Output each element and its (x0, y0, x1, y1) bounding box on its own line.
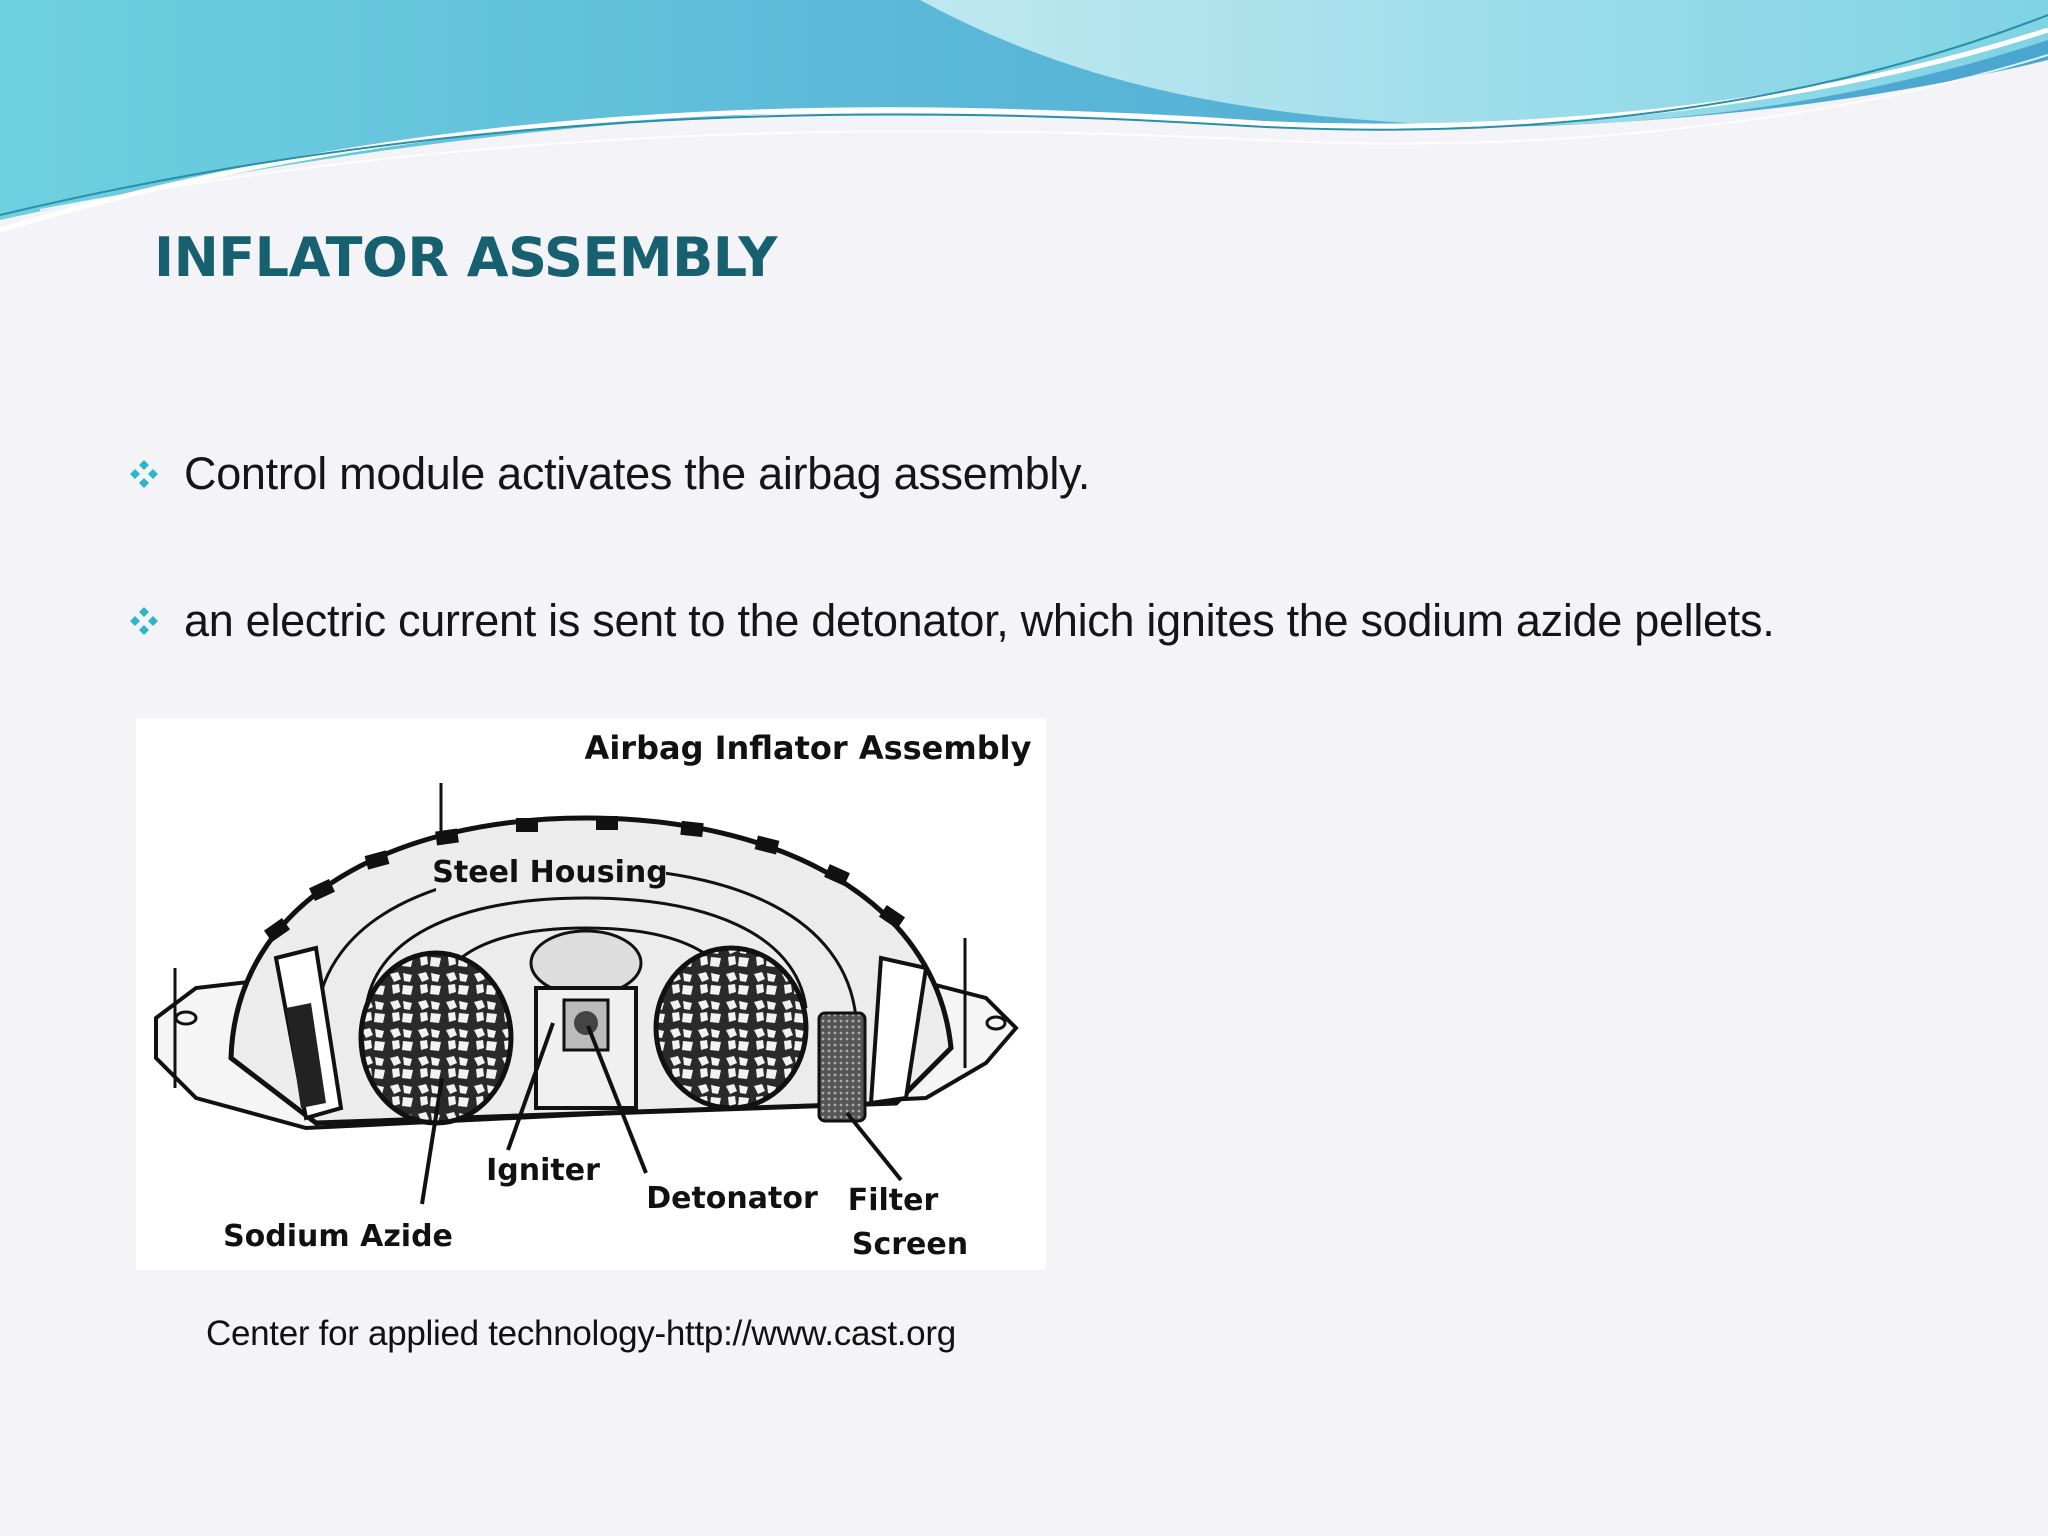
four-diamond-bullet-icon (126, 603, 162, 639)
bullet-item (126, 595, 1774, 647)
label-sodium-azide: Sodium Azide (223, 1219, 453, 1254)
label-filter: Filter (847, 1183, 939, 1218)
airbag-inflator-diagram (136, 718, 1046, 1270)
bullet-text: an electric current is sent to the detonator, which ignites the sodium azide pellets. (184, 595, 1775, 646)
bullet-text: Control module activates the airbag assembly. (184, 448, 1091, 499)
diagram-title: Airbag Inflator Assembly (584, 729, 1032, 767)
image-caption: Center for applied technology-http://www.cast.org (206, 1314, 956, 1353)
label-igniter: Igniter (486, 1153, 600, 1188)
bullet-item (126, 448, 1090, 500)
label-steel-housing: Steel Housing (432, 855, 668, 890)
label-detonator: Detonator (646, 1181, 818, 1216)
header-wave-decoration (0, 0, 2048, 240)
four-diamond-bullet-icon (126, 456, 162, 492)
slide-title: INFLATOR ASSEMBLY (154, 226, 777, 289)
label-screen: Screen (851, 1227, 969, 1262)
